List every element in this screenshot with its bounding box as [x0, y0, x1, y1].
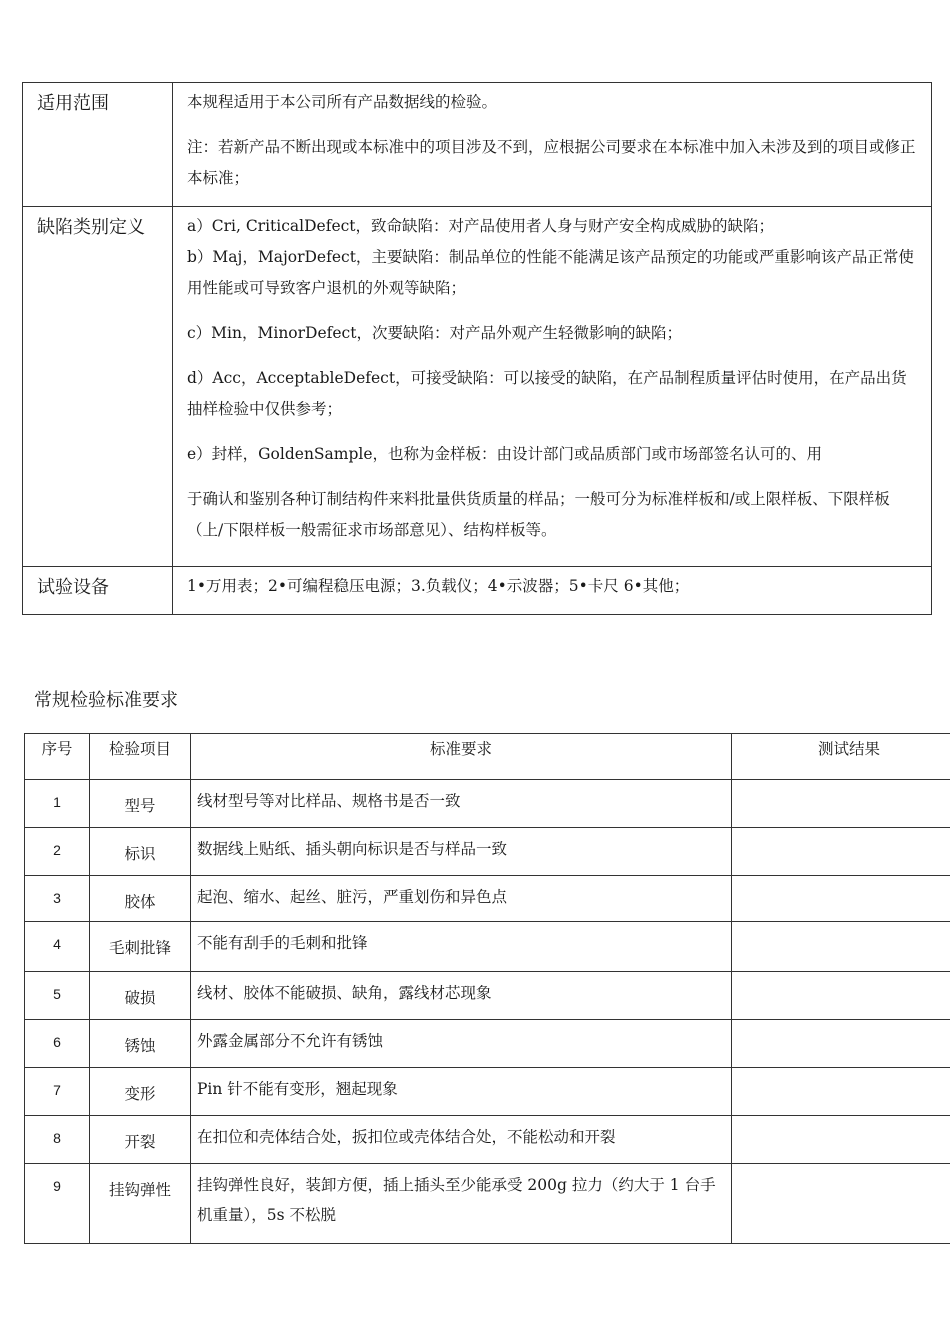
section-title: 常规检验标准要求: [34, 690, 178, 711]
row-number: 5: [25, 972, 90, 1020]
scope-content: [173, 83, 932, 207]
scope-row: [23, 83, 932, 207]
table-row: [25, 1068, 950, 1116]
header-result: 测试结果: [732, 734, 950, 780]
equipment-label: 试验设备: [23, 567, 173, 615]
row-requirement: 线材、胶体不能破损、缺角，露线材芯现象: [191, 972, 732, 1020]
defect-e2: 于确认和鉴别各种订制结构件来料批量供货质量的样品；一般可分为标准样板和/或上限样板、下限样板（上/下限样板一般需征求市场部意见）、结构样板等。: [187, 490, 890, 539]
row-number: 1: [25, 780, 90, 828]
row-number: 9: [25, 1164, 90, 1244]
table-row: [25, 1116, 950, 1164]
row-requirement: 线材型号等对比样品、规格书是否一致: [191, 780, 732, 828]
row-result: [732, 1020, 950, 1068]
equipment-row: [23, 567, 932, 615]
row-number: 7: [25, 1068, 90, 1116]
row-item: 开裂: [90, 1116, 191, 1164]
row-number: 2: [25, 828, 90, 876]
defects-row: [23, 207, 932, 567]
row-requirement: 不能有刮手的毛刺和批锋: [191, 922, 732, 972]
row-requirement: 数据线上贴纸、插头朝向标识是否与样品一致: [191, 828, 732, 876]
table-row: [25, 828, 950, 876]
row-number: 3: [25, 876, 90, 922]
scope-table: [22, 82, 932, 615]
row-requirement: 起泡、缩水、起丝、脏污，严重划伤和异色点: [191, 876, 732, 922]
row-result: [732, 828, 950, 876]
scope-line: 本规程适用于本公司所有产品数据线的检验。: [187, 93, 498, 111]
table-row: [25, 876, 950, 922]
row-number: 6: [25, 1020, 90, 1068]
row-item: 型号: [90, 780, 191, 828]
inspection-table: [24, 733, 950, 1244]
header-no: 序号: [25, 734, 90, 780]
row-item: 变形: [90, 1068, 191, 1116]
row-item: 胶体: [90, 876, 191, 922]
defects-content: [173, 207, 932, 567]
row-item: 标识: [90, 828, 191, 876]
row-item: 破损: [90, 972, 191, 1020]
row-result: [732, 876, 950, 922]
row-requirement: 在扣位和壳体结合处，扳扣位或壳体结合处，不能松动和开裂: [191, 1116, 732, 1164]
header-requirement: 标准要求: [191, 734, 732, 780]
row-result: [732, 1164, 950, 1244]
row-number: 8: [25, 1116, 90, 1164]
table-row: [25, 972, 950, 1020]
defect-b: b）Maj，MajorDefect，主要缺陷：制品单位的性能不能满足该产品预定的功能或严重影响该产品正常使用性能或可导致客户退机的外观等缺陷；: [187, 248, 914, 297]
defect-c: c）Min，MinorDefect，次要缺陷：对产品外观产生轻微影响的缺陷；: [187, 324, 682, 342]
row-requirement: Pin 针不能有变形，翘起现象: [191, 1068, 732, 1116]
equipment-content: 1•万用表；2•可编程稳压电源；3.负载仪；4•示波器；5•卡尺 6•其他；: [173, 567, 932, 615]
defects-label: 缺陷类别定义: [23, 207, 173, 567]
row-result: [732, 972, 950, 1020]
row-result: [732, 1116, 950, 1164]
row-result: [732, 1068, 950, 1116]
table-row: [25, 922, 950, 972]
table-row: [25, 1020, 950, 1068]
header-item: 检验项目: [90, 734, 191, 780]
scope-note: 注：若新产品不断出现或本标准中的项目涉及不到，应根据公司要求在本标准中加入未涉及到的项目或修正本标准；: [187, 138, 916, 187]
table-row: [25, 780, 950, 828]
defect-a: a）Cri, CriticalDefect，致命缺陷：对产品使用者人身与财产安全构成威胁的缺陷；: [187, 217, 775, 235]
row-requirement: 挂钩弹性良好，装卸方便，插上插头至少能承受 200g 拉力（约大于 1 台手机重量），5s 不松脱: [191, 1164, 732, 1244]
row-requirement: 外露金属部分不允许有锈蚀: [191, 1020, 732, 1068]
table-row: [25, 1164, 950, 1244]
defect-e1: e）封样，GoldenSample，也称为金样板：由设计部门或品质部门或市场部签名认可的、用: [187, 445, 823, 463]
row-item: 锈蚀: [90, 1020, 191, 1068]
row-item: 挂钩弹性: [90, 1164, 191, 1244]
row-result: [732, 922, 950, 972]
row-item: 毛刺批锋: [90, 922, 191, 972]
defect-d: d）Acc，AcceptableDefect，可接受缺陷：可以接受的缺陷，在产品制程质量评估时使用，在产品出货抽样检验中仅供参考；: [187, 369, 907, 418]
row-result: [732, 780, 950, 828]
row-number: 4: [25, 922, 90, 972]
inspection-header-row: [25, 734, 950, 780]
scope-label: 适用范围: [23, 83, 173, 207]
